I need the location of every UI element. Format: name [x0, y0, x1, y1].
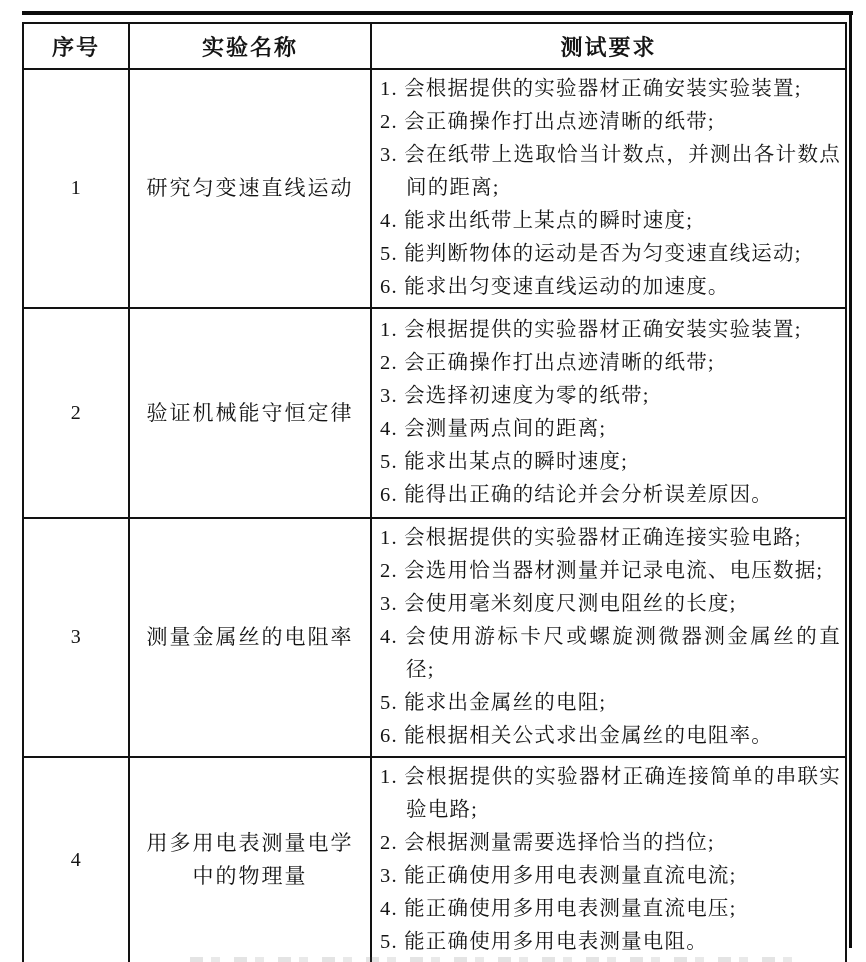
requirement-item: 5. 能正确使用多用电表测量电阻。 [380, 931, 708, 953]
table-row [23, 757, 846, 962]
requirement-item: 3. 能正确使用多用电表测量直流电流; [380, 865, 737, 887]
table-row [23, 308, 846, 518]
requirement-item: 2. 会正确操作打出点迹清晰的纸带; [380, 352, 715, 374]
requirement-item: 1. 会根据提供的实验器材正确安装实验装置; [380, 78, 802, 100]
requirement-item: 6. 能根据相关公式求出金属丝的电阻率。 [380, 725, 773, 747]
requirement-item: 2. 会选用恰当器材测量并记录电流、电压数据; [380, 560, 824, 582]
outer-rule-right [849, 11, 852, 948]
header-number: 序号 [23, 23, 129, 69]
requirement-item: 3. 会使用毫米刻度尺测电阻丝的长度; [380, 593, 737, 615]
requirement-item: 4. 能正确使用多用电表测量直流电压; [380, 898, 737, 920]
requirement-item: 3. 会在纸带上选取恰当计数点，并测出各计数点间的距离; [380, 144, 841, 199]
experiment-name: 用多用电表测量电学中的物理量 [129, 757, 371, 962]
test-requirements-cell [371, 69, 846, 308]
test-requirements-cell [371, 518, 846, 757]
requirement-item: 3. 会选择初速度为零的纸带; [380, 385, 650, 407]
header-test-requirements: 测试要求 [371, 23, 846, 69]
outer-rule-top [22, 11, 853, 15]
requirement-item: 6. 能求出匀变速直线运动的加速度。 [380, 276, 730, 298]
header-experiment-name: 实验名称 [129, 23, 371, 69]
experiment-number: 1 [23, 69, 129, 308]
requirement-item: 4. 会测量两点间的距离; [380, 418, 607, 440]
table-row [23, 518, 846, 757]
requirement-item: 4. 能求出纸带上某点的瞬时速度; [380, 210, 694, 232]
table-header-row [23, 23, 846, 69]
experiment-number: 4 [23, 757, 129, 962]
test-requirements-cell [371, 308, 846, 518]
experiment-name: 验证机械能守恒定律 [129, 308, 371, 518]
requirement-item: 1. 会根据提供的实验器材正确安装实验装置; [380, 319, 802, 341]
experiment-number: 2 [23, 308, 129, 518]
requirement-item: 5. 能判断物体的运动是否为匀变速直线运动; [380, 243, 802, 265]
requirement-item: 6. 能得出正确的结论并会分析误差原因。 [380, 484, 773, 506]
requirement-item: 1. 会根据提供的实验器材正确连接简单的串联实验电路; [380, 766, 841, 821]
experiment-name: 测量金属丝的电阻率 [129, 518, 371, 757]
experiment-name: 研究匀变速直线运动 [129, 69, 371, 308]
requirement-item: 2. 会根据测量需要选择恰当的挡位; [380, 832, 715, 854]
cut-off-next-line-text [190, 957, 805, 962]
requirement-item: 5. 能求出某点的瞬时速度; [380, 451, 628, 473]
requirement-item: 2. 会正确操作打出点迹清晰的纸带; [380, 111, 715, 133]
experiment-number: 3 [23, 518, 129, 757]
table-row [23, 69, 846, 308]
requirement-item: 5. 能求出金属丝的电阻; [380, 692, 607, 714]
requirement-item: 1. 会根据提供的实验器材正确连接实验电路; [380, 527, 802, 549]
test-requirements-cell [371, 757, 846, 962]
requirement-item: 4. 会使用游标卡尺或螺旋测微器测金属丝的直径; [380, 626, 841, 681]
experiments-table [22, 22, 847, 962]
